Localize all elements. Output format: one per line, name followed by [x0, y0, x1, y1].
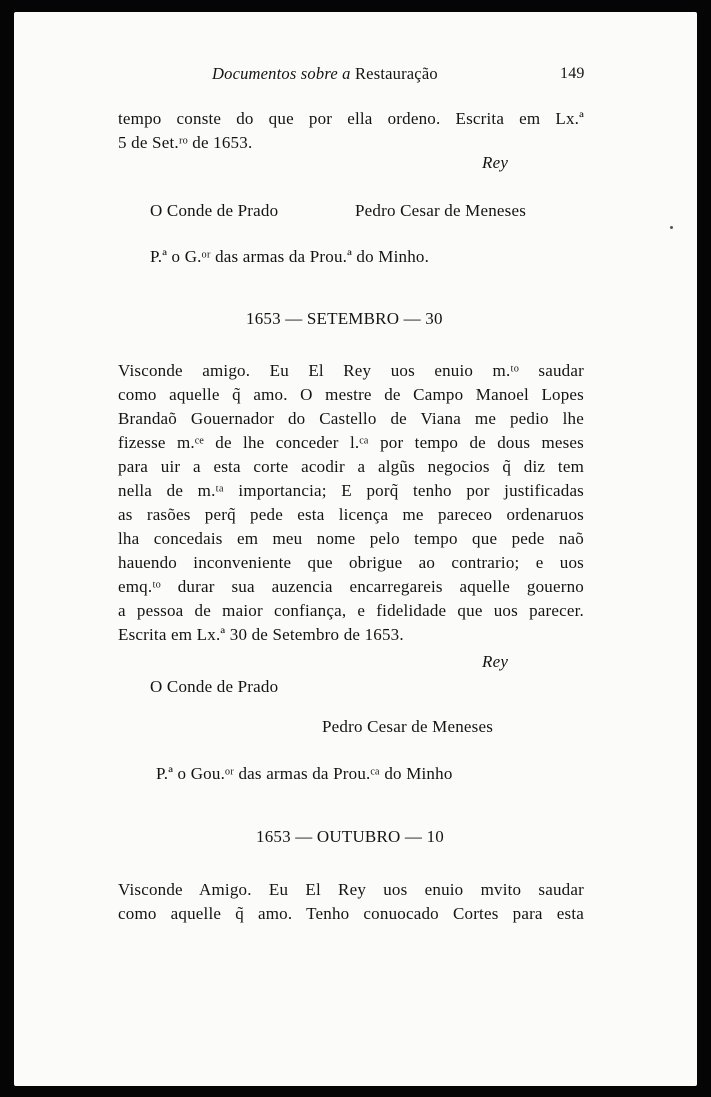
letter1-line-1: tempo conste do que por ella ordeno. Escrita em Lx.ª: [118, 109, 584, 128]
letter2-line-7: as rasões perq̃ pede esta licença me pareceo ordenaruos: [118, 505, 584, 524]
letter2-line-8: lha concedais em meu nome pelo tempo que pede naõ: [118, 529, 584, 548]
letter3-date-heading: 1653 — OUTUBRO — 10: [256, 827, 444, 846]
letter2-line-4: fizesse m.ᶜᵉ de lhe conceder l.ᶜᵃ por tempo de dous meses: [118, 433, 584, 452]
letter2-line-10: emq.ᵗᵒ durar sua auzencia encarregareis aquelle gouerno: [118, 577, 584, 596]
letter1-address: P.ª o G.ᵒʳ das armas da Prou.ª do Minho.: [150, 247, 430, 266]
running-title: [212, 64, 438, 84]
book-page: [14, 12, 697, 1086]
letter1-line-2: 5 de Set.ʳᵒ de 1653.: [118, 133, 253, 152]
letter2-line-6: nella de m.ᵗᵃ importancia; E porq̃ tenho por justificadas: [118, 481, 584, 500]
letter2-line-2: como aquelle q̃ amo. O mestre de Campo Manoel Lopes: [118, 385, 584, 404]
letter2-address: P.ª o Gou.ᵒʳ das armas da Prou.ᶜᵃ do Minho: [156, 764, 453, 783]
page-number: 149: [560, 65, 585, 82]
running-title-italic: Documentos sobre a: [212, 64, 351, 83]
letter2-line-1: Visconde amigo. Eu El Rey uos enuio m.ᵗᵒ saudar: [118, 361, 584, 380]
letter2-secretary: Pedro Cesar de Meneses: [322, 717, 494, 736]
letter2-date-heading: 1653 — SETEMBRO — 30: [246, 309, 443, 328]
letter2-signature: Rey: [482, 652, 509, 671]
letter2-line-12: Escrita em Lx.ª 30 de Setembro de 1653.: [118, 625, 404, 644]
letter2-line-9: hauendo inconveniente que obrigue ao contrario; e uos: [118, 553, 584, 572]
letter1-secretary: Pedro Cesar de Meneses: [355, 201, 527, 220]
ink-speck: [670, 226, 673, 229]
letter1-count: O Conde de Prado: [150, 201, 279, 220]
letter2-line-3: Brandaõ Gouernador do Castello de Viana me pedio lhe: [118, 409, 584, 428]
letter1-signature: Rey: [482, 153, 509, 172]
letter2-count: O Conde de Prado: [150, 677, 279, 696]
letter3-line-1: Visconde Amigo. Eu El Rey uos enuio mvito saudar: [118, 880, 584, 899]
running-title-rest: Restauração: [350, 64, 438, 83]
letter2-line-11: a pessoa de maior confiança, e fidelidade que uos parecer.: [118, 601, 584, 620]
letter3-line-2: como aquelle q̃ amo. Tenho conuocado Cortes para esta: [118, 904, 584, 923]
letter2-line-5: para uir a esta corte acodir a algũs negocios q̃ diz tem: [118, 457, 584, 476]
